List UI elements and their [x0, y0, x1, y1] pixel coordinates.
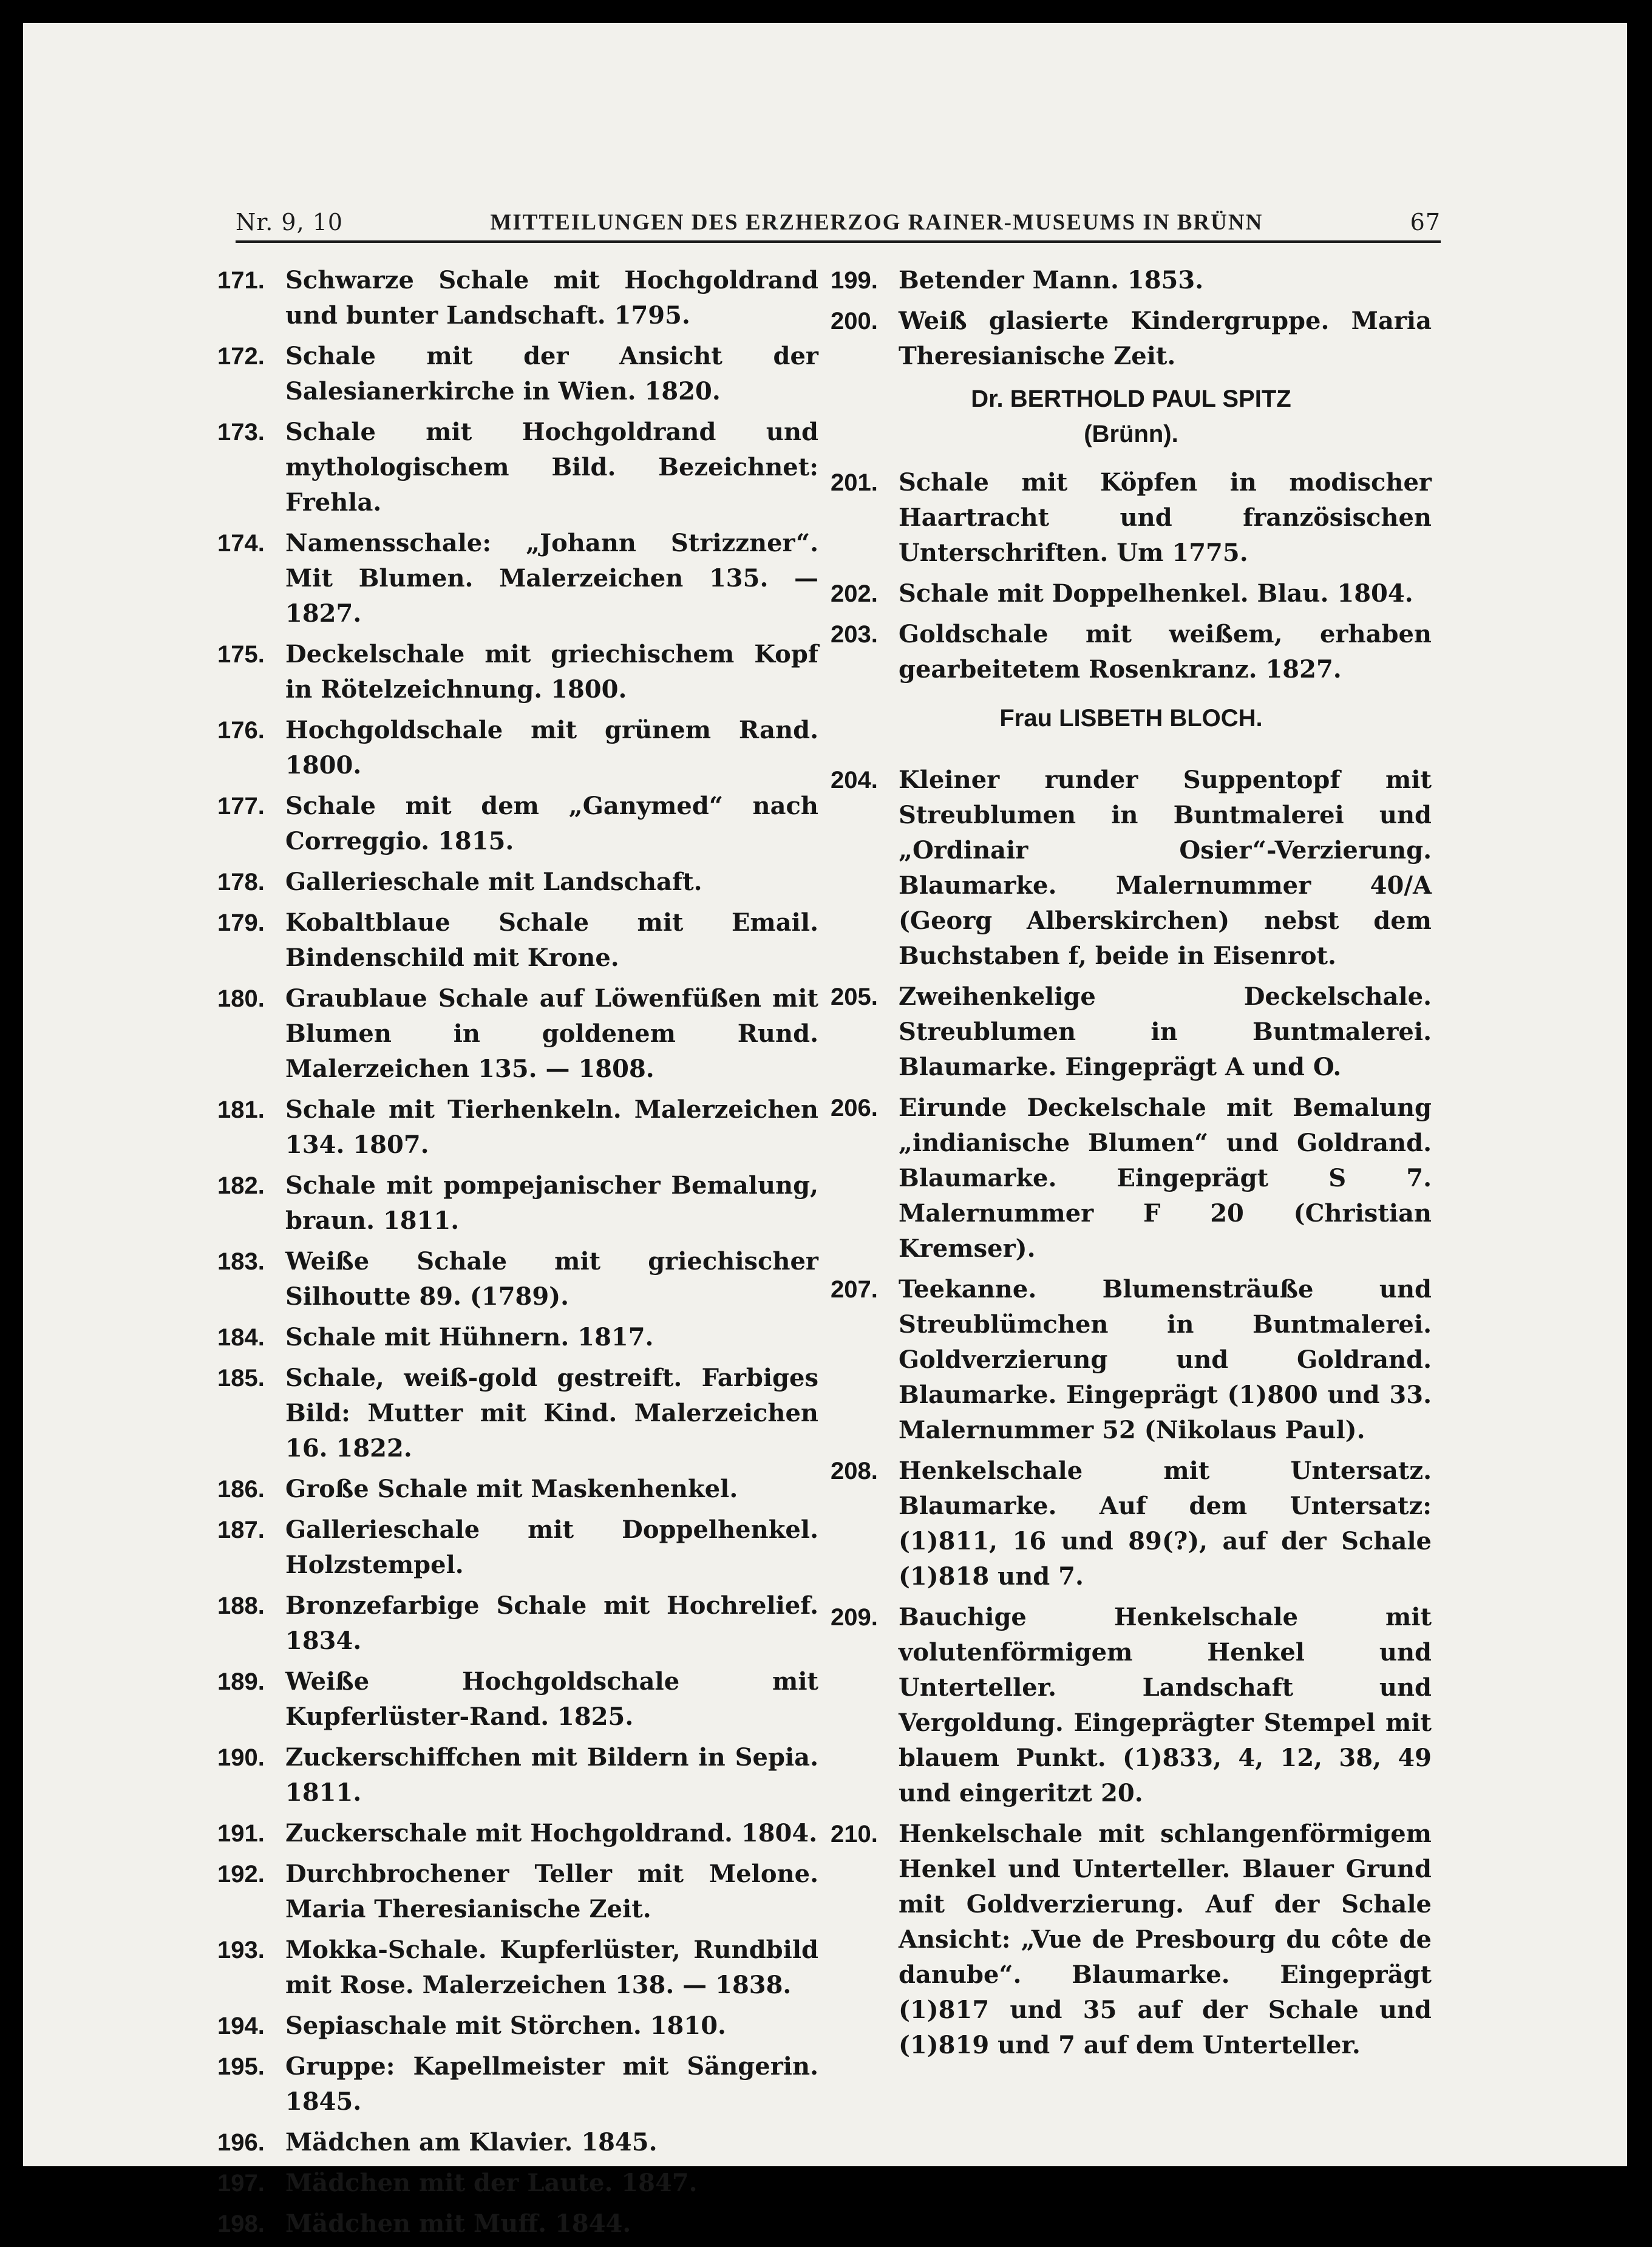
entry-number: 196. — [217, 2129, 265, 2156]
catalog-entry — [217, 1320, 818, 1355]
journal-title: MITTEILUNGEN DES ERZHERZOG RAINER-MUSEUMS IN BRÜNN — [490, 210, 1263, 235]
entry-text: Große Schale mit Maskenhenkel. — [285, 1475, 738, 1503]
entry-number: 188. — [217, 1593, 265, 1619]
entry-number: 178. — [217, 869, 265, 896]
entry-text: Schale mit Tierhenkeln. Malerzeichen 134. 1807. — [285, 1095, 818, 1159]
catalog-entry — [217, 2125, 818, 2160]
catalog-entry — [831, 617, 1432, 687]
entry-text: Goldschale mit weißem, erhaben gearbeitetem Rosenkranz. 1827. — [899, 620, 1432, 684]
entry-number: 184. — [217, 1324, 265, 1351]
catalog-entry — [217, 339, 818, 409]
owner-name: Dr. BERTHOLD PAUL SPITZ — [971, 386, 1291, 412]
entry-number: 202. — [831, 580, 878, 607]
entry-text: Hochgoldschale mit grünem Rand. 1800. — [285, 716, 818, 780]
entry-number: 183. — [217, 1248, 265, 1275]
catalog-entry — [831, 263, 1432, 298]
entry-number: 172. — [217, 343, 265, 370]
entry-number: 179. — [217, 909, 265, 936]
entry-number: 205. — [831, 984, 878, 1010]
entry-number: 200. — [831, 308, 878, 335]
entry-text: Bauchige Henkelschale mit volutenförmigem Henkel und Unterteller. Landschaft und Vergoldung. Eingeprägter Stempel mit blauem Punkt. (1)833, 4, 12, 38, 49 und eingeritzt 20. — [899, 1603, 1432, 1807]
entry-number: 190. — [217, 1744, 265, 1771]
entry-number: 176. — [217, 717, 265, 744]
entry-text: Schale mit dem „Ganymed“ nach Correggio. 1815. — [285, 792, 818, 855]
entry-number: 193. — [217, 1937, 265, 1963]
catalog-entry — [831, 1600, 1432, 1811]
catalog-entry — [217, 1933, 818, 2003]
catalog-entry — [831, 1272, 1432, 1448]
entry-number: 185. — [217, 1365, 265, 1392]
entry-number: 195. — [217, 2053, 265, 2080]
catalog-entry — [831, 1453, 1432, 1594]
owner-name: Frau LISBETH BLOCH. — [999, 705, 1263, 732]
entry-text: Namensschale: „Johann Strizzner“. Mit Blumen. Malerzeichen 135. — 1827. — [285, 529, 818, 628]
entry-number: 182. — [217, 1172, 265, 1199]
entry-number: 180. — [217, 985, 265, 1012]
catalog-entry — [217, 1816, 818, 1851]
entry-text: Mädchen am Klavier. 1845. — [285, 2128, 658, 2157]
entry-text: Weiße Schale mit griechischer Silhoutte 89. (1789). — [285, 1247, 818, 1311]
entry-number: 208. — [831, 1458, 878, 1484]
entry-number: 203. — [831, 621, 878, 648]
entry-text: Mädchen mit der Laute. 1847. — [285, 2169, 698, 2197]
catalog-entry — [217, 1092, 818, 1163]
entry-text: Schale mit Hühnern. 1817. — [285, 1323, 654, 1351]
catalog-entry — [217, 263, 818, 333]
catalog-entry — [217, 1588, 818, 1659]
catalog-entry — [217, 713, 818, 783]
running-header — [236, 198, 1441, 243]
document-page — [23, 23, 1627, 2238]
entry-text: Schale, weiß-gold gestreift. Farbiges Bild: Mutter mit Kind. Malerzeichen 16. 1822. — [285, 1364, 818, 1463]
catalog-entry — [831, 763, 1432, 974]
catalog-entry — [217, 1472, 818, 1507]
catalog-entry — [217, 789, 818, 859]
entry-number: 171. — [217, 267, 265, 294]
catalog-entry — [217, 1740, 818, 1810]
entry-text: Betender Mann. 1853. — [899, 266, 1204, 294]
entry-number: 186. — [217, 1476, 265, 1503]
entry-text: Kleiner runder Suppentopf mit Streublumen in Buntmalerei und „Ordinair Osier“-Verzierung. Blaumarke. Malernummer 40/A (Georg Alberskirchen) nebst dem Buchstaben f, beide in Eisenrot. — [899, 766, 1432, 970]
catalog-entry — [217, 526, 818, 631]
entry-number: 181. — [217, 1096, 265, 1123]
entry-number: 209. — [831, 1604, 878, 1631]
entry-number: 199. — [831, 267, 878, 294]
entry-text: Schale mit Hochgoldrand und mythologischem Bild. Bezeichnet: Frehla. — [285, 418, 818, 517]
entry-number: 191. — [217, 1820, 265, 1847]
entry-text: Gallerieschale mit Doppelhenkel. Holzstempel. — [285, 1515, 818, 1579]
catalog-entry — [217, 905, 818, 976]
entry-text: Eirunde Deckelschale mit Bemalung „indianische Blumen“ und Goldrand. Blaumarke. Eingeprägt S 7. Malernummer F 20 (Christian Kremser). — [899, 1093, 1432, 1263]
entry-text: Kobaltblaue Schale mit Email. Bindenschild mit Krone. — [285, 908, 818, 972]
entry-number: 201. — [831, 469, 878, 496]
issue-number: Nr. 9, 10 — [236, 209, 344, 236]
right-column — [831, 263, 1432, 2069]
catalog-entry — [217, 2049, 818, 2120]
catalog-entry — [217, 637, 818, 707]
left-column — [217, 263, 818, 2247]
entry-number: 206. — [831, 1095, 878, 1121]
catalog-entry — [831, 465, 1432, 571]
catalog-entry — [217, 865, 818, 900]
catalog-entry — [217, 981, 818, 1087]
entry-number: 197. — [217, 2170, 265, 2197]
entry-number: 194. — [217, 2013, 265, 2039]
entry-text: Weiß glasierte Kindergruppe. Maria Theresianische Zeit. — [899, 307, 1432, 370]
catalog-entry — [217, 2206, 818, 2242]
entry-number: 189. — [217, 1668, 265, 1695]
entry-number: 187. — [217, 1517, 265, 1543]
catalog-entry — [217, 1244, 818, 1314]
catalog-entry — [217, 1168, 818, 1239]
entry-text: Deckelschale mit griechischem Kopf in Rötelzeichnung. 1800. — [285, 640, 818, 704]
entry-number: 192. — [217, 1861, 265, 1888]
catalog-entry — [217, 2166, 818, 2201]
catalog-entry — [831, 576, 1432, 611]
entry-text: Durchbrochener Teller mit Melone. Maria Theresianische Zeit. — [285, 1860, 818, 1923]
entry-text: Mädchen mit Muff. 1844. — [285, 2209, 631, 2238]
entry-number: 175. — [217, 641, 265, 668]
owner-heading-bloch — [831, 701, 1432, 736]
entry-text: Henkelschale mit schlangenförmigem Henkel und Unterteller. Blauer Grund mit Goldverzierung. Auf der Schale Ansicht: „Vue de Presbourg du côte de danube“. Blaumarke. Eingeprägt (1)817 und 35 auf der Schale und (1)819 und 7 auf dem Unterteller. — [899, 1820, 1432, 2059]
entry-text: Schale mit Doppelhenkel. Blau. 1804. — [899, 579, 1413, 608]
catalog-entry — [217, 1857, 818, 1927]
entry-text: Weiße Hochgoldschale mit Kupferlüster-Rand. 1825. — [285, 1667, 818, 1731]
catalog-entry — [831, 979, 1432, 1085]
entry-text: Sepiaschale mit Störchen. 1810. — [285, 2011, 726, 2040]
catalog-entry — [217, 1512, 818, 1583]
catalog-entry — [831, 1090, 1432, 1266]
catalog-entry — [217, 1664, 818, 1735]
page-number: 67 — [1410, 209, 1441, 236]
entry-text: Mokka-Schale. Kupferlüster, Rundbild mit Rose. Malerzeichen 138. — 1838. — [285, 1936, 818, 1999]
entry-number: 210. — [831, 1821, 878, 1848]
owner-city: (Brünn). — [1084, 421, 1178, 447]
catalog-entry — [217, 2008, 818, 2044]
entry-text: Teekanne. Blumensträuße und Streublümchen in Buntmalerei. Goldverzierung und Goldrand. Blaumarke. Eingeprägt (1)800 und 33. Malernummer 52 (Nikolaus Paul). — [899, 1275, 1432, 1444]
entry-number: 198. — [217, 2211, 265, 2237]
entry-text: Henkelschale mit Untersatz. Blaumarke. Auf dem Untersatz: (1)811, 16 und 89(?), auf der Schale (1)818 und 7. — [899, 1457, 1432, 1591]
entry-number: 173. — [217, 419, 265, 446]
entry-number: 204. — [831, 767, 878, 794]
entry-text: Zweihenkelige Deckelschale. Streublumen in Buntmalerei. Blaumarke. Eingeprägt A und O. — [899, 982, 1432, 1081]
entry-text: Gruppe: Kapellmeister mit Sängerin. 1845. — [285, 2052, 818, 2116]
entry-number: 177. — [217, 793, 265, 820]
owner-heading-spitz — [831, 381, 1432, 452]
entry-text: Bronzefarbige Schale mit Hochrelief. 1834. — [285, 1591, 818, 1655]
catalog-entry — [217, 1361, 818, 1466]
entry-text: Graublaue Schale auf Löwenfüßen mit Blumen in goldenem Rund. Malerzeichen 135. — 1808. — [285, 984, 818, 1083]
entry-text: Schale mit Köpfen in modischer Haartracht und französischen Unterschriften. Um 1775. — [899, 468, 1432, 567]
entry-text: Schale mit pompejanischer Bemalung, braun. 1811. — [285, 1171, 818, 1235]
entry-text: Zuckerschiffchen mit Bildern in Sepia. 1811. — [285, 1743, 818, 1807]
entry-number: 174. — [217, 530, 265, 557]
catalog-entry — [217, 415, 818, 520]
catalog-entry — [831, 1817, 1432, 2063]
entry-number: 207. — [831, 1276, 878, 1303]
catalog-entry — [831, 304, 1432, 374]
entry-text: Schwarze Schale mit Hochgoldrand und bunter Landschaft. 1795. — [285, 266, 818, 330]
entry-text: Gallerieschale mit Landschaft. — [285, 868, 702, 896]
entry-text: Zuckerschale mit Hochgoldrand. 1804. — [285, 1819, 818, 1848]
entry-text: Schale mit der Ansicht der Salesianerkirche in Wien. 1820. — [285, 342, 818, 406]
